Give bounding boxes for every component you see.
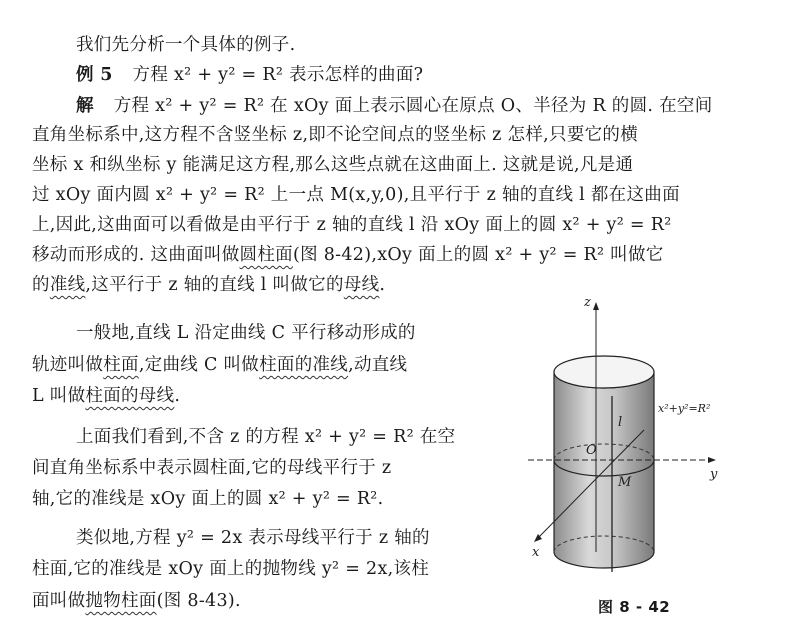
example-text: 方程 x² + y² = R² 表示怎样的曲面? bbox=[132, 65, 424, 85]
solution-label: 解 bbox=[76, 96, 94, 116]
term-cylinder-generatrix: 柱面的母线 bbox=[85, 386, 175, 406]
intro-text: 我们先分析一个具体的例子. bbox=[76, 35, 296, 55]
general-line-3-pre: L 叫做 bbox=[32, 386, 86, 406]
example-label: 例 5 bbox=[76, 65, 113, 85]
term-directrix: 准线 bbox=[49, 275, 86, 295]
solution-line-7-end: . bbox=[379, 275, 386, 295]
solution-line-4: 过 xOy 面内圆 x² + y² = R² 上一点 M(x,y,0),且平行于 z 轴的直线 l 都在这曲面 bbox=[32, 185, 680, 205]
general-line-2-pre: 轨迹叫做 bbox=[32, 355, 104, 375]
solution-line-5: 上,因此,这曲面可以看做是由平行于 z 轴的直线 l 沿 xOy 面上的圆 x² + y² = R² bbox=[32, 215, 672, 235]
general-line-2-post: ,动直线 bbox=[348, 355, 408, 375]
solution-text-1: 方程 x² + y² = R² 在 xOy 面上表示圆心在原点 O、半径为 R 的圆. 在空间 bbox=[113, 96, 713, 116]
term-circular-cylinder: 圆柱面 bbox=[239, 245, 293, 265]
label-z: z bbox=[584, 295, 591, 310]
solution-line-3: 坐标 x 和纵坐标 y 能满足这方程,那么这些点就在这曲面上. 这就是说,凡是通 bbox=[32, 155, 634, 175]
term-cylinder: 柱面 bbox=[103, 355, 139, 375]
above-line-1: 上面我们看到,不含 z 的方程 x² + y² = R² 在空 bbox=[76, 427, 456, 447]
label-y: y bbox=[710, 467, 718, 482]
general-line-2 bbox=[32, 354, 407, 376]
similar-line-3 bbox=[32, 590, 241, 612]
general-line-1: 一般地,直线 L 沿定曲线 C 平行移动形成的 bbox=[76, 323, 416, 343]
similar-line-3-post: (图 8-43). bbox=[156, 591, 241, 611]
solution-line-7-pre: 的 bbox=[32, 275, 50, 295]
example-line bbox=[76, 64, 423, 86]
solution-line-6 bbox=[32, 244, 664, 266]
solution-line-1 bbox=[76, 95, 713, 117]
label-x: x bbox=[532, 545, 540, 560]
solution-line-7 bbox=[32, 274, 385, 296]
similar-line-1: 类似地,方程 y² = 2x 表示母线平行于 z 轴的 bbox=[76, 528, 430, 548]
term-generatrix: 母线 bbox=[343, 275, 380, 295]
general-line-3 bbox=[32, 385, 180, 407]
label-equation: x²+y²=R² bbox=[658, 402, 711, 415]
figure-caption: 图 8 - 42 bbox=[598, 598, 671, 616]
general-line-2-mid: ,定曲线 C 叫做 bbox=[138, 355, 260, 375]
cylinder-figure bbox=[520, 292, 750, 592]
similar-line-2: 柱面,它的准线是 xOy 面上的抛物线 y² = 2x,该柱 bbox=[32, 559, 430, 579]
y-axis-arrow bbox=[708, 457, 716, 463]
term-cylinder-directrix: 柱面的准线 bbox=[259, 355, 349, 375]
label-point-m: M bbox=[618, 475, 632, 490]
solution-line-6-pre: 移动而形成的. 这曲面叫做 bbox=[32, 245, 240, 265]
cylinder-body bbox=[554, 356, 654, 568]
solution-line-2: 直角坐标系中,这方程不含竖坐标 z,即不论空间点的竖坐标 z 怎样,只要它的横 bbox=[32, 125, 639, 145]
top-ellipse bbox=[554, 356, 654, 388]
above-line-2: 间直角坐标系中表示圆柱面,它的母线平行于 z bbox=[32, 458, 392, 478]
label-line-l: l bbox=[618, 415, 623, 430]
term-parabolic-cylinder: 抛物柱面 bbox=[85, 591, 157, 611]
solution-line-6-post: (图 8-42),xOy 面上的圆 x² + y² = R² 叫做它 bbox=[292, 245, 664, 265]
z-axis-arrow bbox=[593, 302, 599, 310]
general-line-3-post: . bbox=[174, 386, 181, 406]
solution-line-7-mid: ,这平行于 z 轴的直线 l 叫做它的 bbox=[85, 275, 344, 295]
label-origin: O bbox=[586, 443, 597, 458]
similar-line-3-pre: 面叫做 bbox=[32, 591, 86, 611]
above-line-3: 轴,它的准线是 xOy 面上的圆 x² + y² = R². bbox=[32, 489, 384, 509]
